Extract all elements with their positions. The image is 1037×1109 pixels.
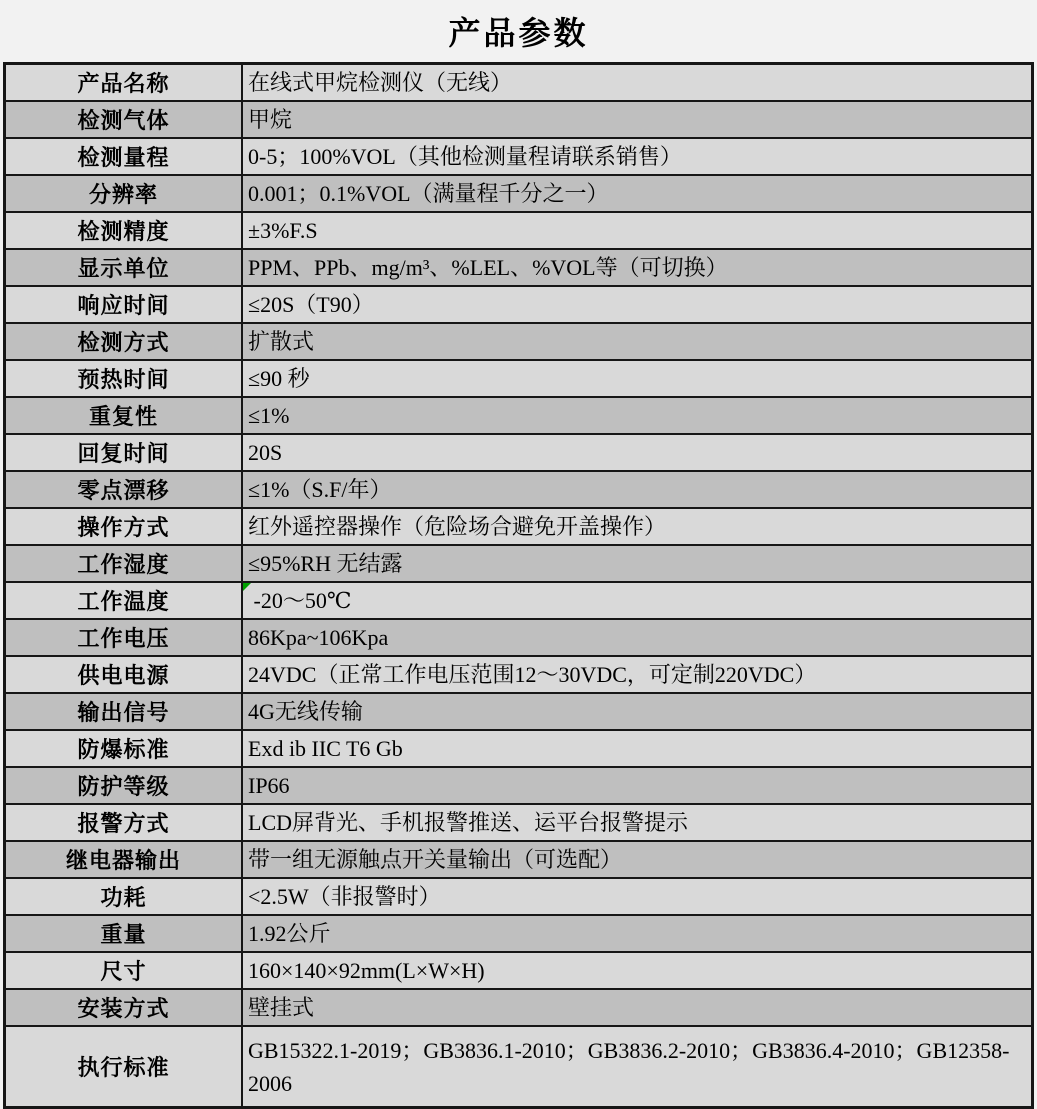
param-name: 供电电源 bbox=[6, 657, 243, 692]
param-value-cell bbox=[243, 842, 1031, 877]
param-value-cell bbox=[243, 768, 1031, 803]
table-row bbox=[6, 398, 1031, 435]
table-row bbox=[6, 842, 1031, 879]
param-value: ±3%F.S bbox=[248, 218, 318, 243]
param-value: 24VDC（正常工作电压范围12～30VDC，可定制220VDC） bbox=[248, 662, 817, 687]
param-value: ≤1% bbox=[248, 403, 290, 428]
param-value: ≤90 秒 bbox=[248, 366, 310, 391]
param-value-cell bbox=[243, 731, 1031, 766]
param-value: ≤95%RH 无结露 bbox=[248, 551, 403, 576]
param-value-cell bbox=[243, 361, 1031, 396]
param-value-cell bbox=[243, 509, 1031, 544]
param-name: 检测精度 bbox=[6, 213, 243, 248]
param-name: 工作温度 bbox=[6, 583, 243, 618]
table-row bbox=[6, 361, 1031, 398]
title-bar bbox=[0, 0, 1037, 62]
param-value: IP66 bbox=[248, 773, 290, 798]
param-value-cell bbox=[243, 472, 1031, 507]
table-row bbox=[6, 324, 1031, 361]
param-value: <2.5W（非报警时） bbox=[248, 884, 441, 909]
table-row bbox=[6, 250, 1031, 287]
param-name: 继电器输出 bbox=[6, 842, 243, 877]
param-value: 0-5；100%VOL（其他检测量程请联系销售） bbox=[248, 144, 682, 169]
param-name: 工作湿度 bbox=[6, 546, 243, 581]
param-name: 检测气体 bbox=[6, 102, 243, 137]
param-name: 预热时间 bbox=[6, 361, 243, 396]
param-value: PPM、PPb、mg/m³、%LEL、%VOL等（可切换） bbox=[248, 255, 728, 280]
param-name: 检测量程 bbox=[6, 139, 243, 174]
param-name: 报警方式 bbox=[6, 805, 243, 840]
param-value-cell bbox=[243, 139, 1031, 174]
param-value-cell bbox=[243, 694, 1031, 729]
param-value: 20S bbox=[248, 440, 283, 465]
table-row bbox=[6, 583, 1031, 620]
param-value-cell bbox=[243, 990, 1031, 1025]
param-value: 带一组无源触点开关量输出（可选配） bbox=[248, 847, 623, 872]
table-row bbox=[6, 731, 1031, 768]
table-row bbox=[6, 546, 1031, 583]
param-name: 输出信号 bbox=[6, 694, 243, 729]
param-value: ≤20S（T90） bbox=[248, 292, 374, 317]
table-row bbox=[6, 435, 1031, 472]
table-row bbox=[6, 657, 1031, 694]
table-row bbox=[6, 990, 1031, 1027]
table-row bbox=[6, 472, 1031, 509]
param-name: 尺寸 bbox=[6, 953, 243, 988]
param-value-cell bbox=[243, 1027, 1031, 1106]
param-name: 显示单位 bbox=[6, 250, 243, 285]
table-row bbox=[6, 768, 1031, 805]
param-value: GB15322.1-2019；GB3836.1-2010；GB3836.2-2010；GB3836.4-2010；GB12358-2006 bbox=[248, 1037, 1010, 1096]
table-row bbox=[6, 287, 1031, 324]
param-name: 零点漂移 bbox=[6, 472, 243, 507]
param-name: 回复时间 bbox=[6, 435, 243, 470]
param-value-cell bbox=[243, 435, 1031, 470]
param-value: 0.001；0.1%VOL（满量程千分之一） bbox=[248, 181, 609, 206]
table-row bbox=[6, 139, 1031, 176]
param-value: -20～50℃ bbox=[248, 588, 352, 613]
param-name: 检测方式 bbox=[6, 324, 243, 359]
table-row bbox=[6, 694, 1031, 731]
param-value-cell bbox=[243, 250, 1031, 285]
param-value: 1.92公斤 bbox=[248, 921, 331, 946]
table-row bbox=[6, 509, 1031, 546]
param-value-cell bbox=[243, 176, 1031, 211]
param-value-cell bbox=[243, 213, 1031, 248]
param-value: LCD屏背光、手机报警推送、运平台报警提示 bbox=[248, 810, 689, 835]
param-value-cell bbox=[243, 398, 1031, 433]
param-value-cell bbox=[243, 65, 1031, 100]
table-row bbox=[6, 953, 1031, 990]
param-name: 重复性 bbox=[6, 398, 243, 433]
param-value: 86Kpa~106Kpa bbox=[248, 625, 389, 650]
spec-table bbox=[3, 62, 1034, 1109]
table-row bbox=[6, 176, 1031, 213]
param-name: 操作方式 bbox=[6, 509, 243, 544]
table-row bbox=[6, 65, 1031, 102]
table-row bbox=[6, 620, 1031, 657]
param-name: 功耗 bbox=[6, 879, 243, 914]
param-name: 分辨率 bbox=[6, 176, 243, 211]
param-name: 响应时间 bbox=[6, 287, 243, 322]
param-name: 防爆标准 bbox=[6, 731, 243, 766]
param-value-cell bbox=[243, 805, 1031, 840]
param-value-cell bbox=[243, 953, 1031, 988]
param-value: 壁挂式 bbox=[248, 995, 315, 1020]
page-title: 产品参数 bbox=[448, 15, 589, 51]
param-value-cell bbox=[243, 916, 1031, 951]
param-value: 红外遥控器操作（危险场合避免开盖操作） bbox=[248, 514, 667, 539]
table-row bbox=[6, 1027, 1031, 1106]
param-value-cell bbox=[243, 546, 1031, 581]
param-value: ≤1%（S.F/年） bbox=[248, 477, 392, 502]
param-name: 防护等级 bbox=[6, 768, 243, 803]
param-name: 执行标准 bbox=[6, 1027, 243, 1106]
param-value: 扩散式 bbox=[248, 329, 315, 354]
param-value-cell bbox=[243, 657, 1031, 692]
param-value: Exd ib IIC T6 Gb bbox=[248, 736, 403, 761]
table-row bbox=[6, 805, 1031, 842]
table-row bbox=[6, 916, 1031, 953]
param-value-cell bbox=[243, 620, 1031, 655]
param-value-cell bbox=[243, 583, 1031, 618]
table-row bbox=[6, 213, 1031, 250]
param-value: 甲烷 bbox=[248, 107, 293, 132]
param-name: 重量 bbox=[6, 916, 243, 951]
param-value-cell bbox=[243, 879, 1031, 914]
param-value-cell bbox=[243, 324, 1031, 359]
param-value-cell bbox=[243, 287, 1031, 322]
cell-comment-marker bbox=[243, 583, 251, 591]
table-row bbox=[6, 879, 1031, 916]
param-value-cell bbox=[243, 102, 1031, 137]
param-name: 工作电压 bbox=[6, 620, 243, 655]
param-name: 产品名称 bbox=[6, 65, 243, 100]
param-value: 在线式甲烷检测仪（无线） bbox=[248, 70, 513, 95]
param-value: 160×140×92mm(L×W×H) bbox=[248, 958, 485, 983]
param-name: 安装方式 bbox=[6, 990, 243, 1025]
table-row bbox=[6, 102, 1031, 139]
param-value: 4G无线传输 bbox=[248, 699, 363, 724]
